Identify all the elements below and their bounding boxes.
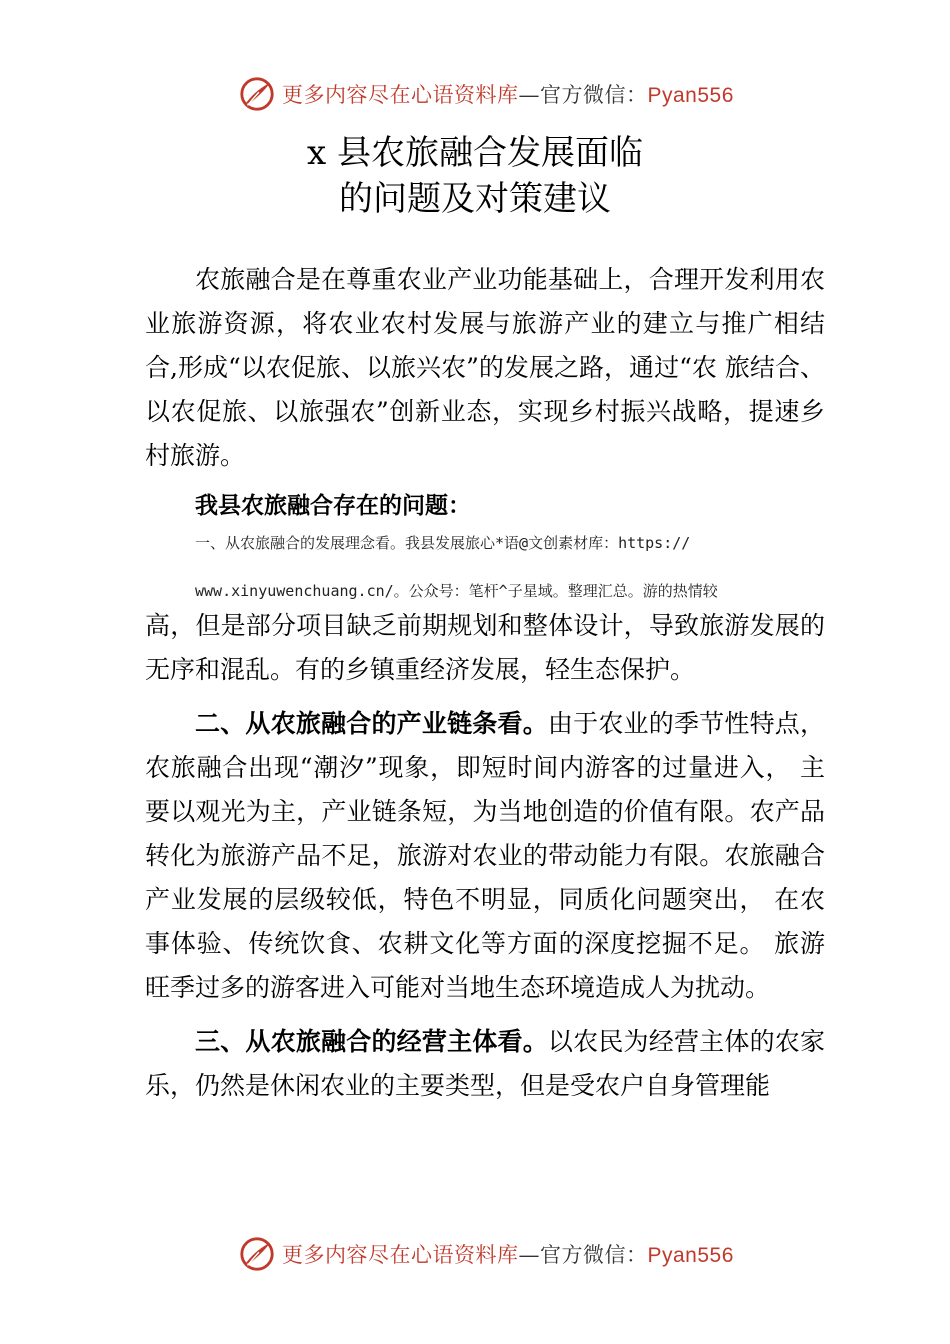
point2-paragraph [145,702,825,1010]
title-line-2: 的问题及对策建议 [339,179,611,219]
document-body [145,258,825,1108]
title-line-1: x 县农旅融合发展面临 [307,133,643,173]
point2-lead: 二、从农旅融合的产业链条看。 [195,709,548,738]
point2-body: 由于农业的季节性特点，农旅融合出现“潮汐”现象，即短时间内游客的过量进入， 主要以观光为主，产业链条短，为当地创造的价值有限。农产品转化为旅游产品不足，旅游对农业的带动能力有限。农旅融合产业发展的层级较低，特色不明显，同质化问题突出， 在农事体验、传统饮食、农耕文化等方面的深度挖掘不足。 旅游旺季过多的游客进入可能对当地生态环境造成人为扰动。 [145,709,825,1002]
banner-wechat-id: Pyan556 [647,84,734,107]
document-title [0,130,950,222]
point1-small-line-2: www.xinyuwenchuang.cn/。公众号：笔杆^子星域。整理汇总。游的热情较 [195,582,718,600]
header-banner [0,72,950,116]
footer-banner-dash: — [518,1243,540,1267]
banner-wechat-label: 官方微信： [540,83,648,107]
banner-dash: — [518,83,540,107]
footer-banner-main-text: 更多内容尽在心语资料库 [282,1243,519,1267]
point3-lead: 三、从农旅融合的经营主体看。 [195,1027,548,1056]
point1-small-line-1: 一、从农旅融合的发展理念看。我县发展旅心*语@文创素材库：https:// [195,534,691,552]
footer-banner-wechat-id: Pyan556 [647,1244,734,1267]
footer-banner [0,1232,950,1276]
intro-paragraph: 农旅融合是在尊重农业产业功能基础上，合理开发利用农业旅游资源，将农业农村发展与旅游产业的建立与推广相结合,形成“以农促旅、以旅兴农”的发展之路，通过“农 旅结合、以农促旅、以旅强农”创新业态，实现乡村振兴战略，提速乡村旅游。 [145,265,825,470]
feather-logo-icon [238,1235,276,1273]
point1-body: 高，但是部分项目缺乏前期规划和整体设计，导致旅游发展的无序和混乱。有的乡镇重经济发展，轻生态保护。 [145,611,825,684]
point3-body: 以农民为经营主体的农家乐，仍然是休闲农业的主要类型，但是受农户自身管理能 [145,1027,825,1100]
banner-main-text: 更多内容尽在心语资料库 [282,83,519,107]
section-heading: 我县农旅融合存在的问题： [195,493,471,519]
point3-paragraph [145,1020,825,1108]
feather-logo-icon [238,75,276,113]
footer-banner-wechat-label: 官方微信： [540,1243,648,1267]
